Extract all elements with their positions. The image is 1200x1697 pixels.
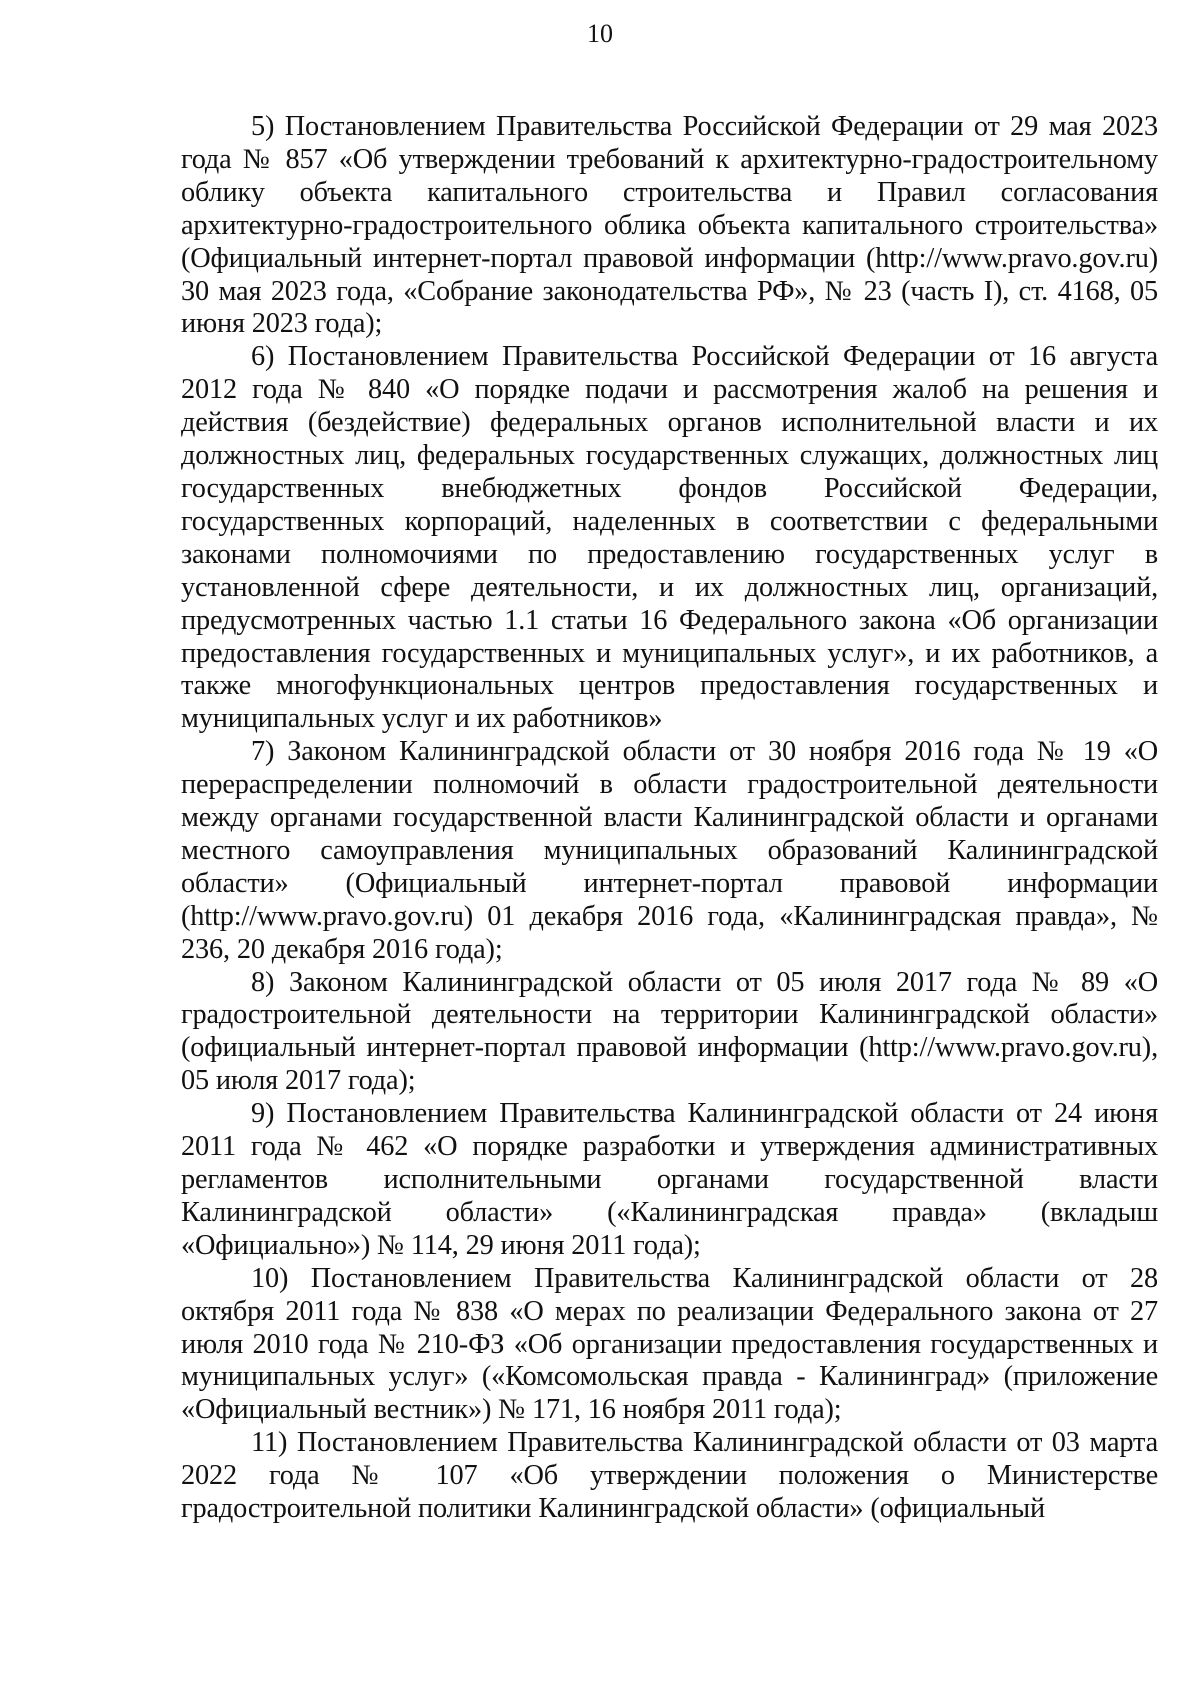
document-body (181, 111, 1158, 1526)
list-item-5: 5) Постановлением Правительства Российской Федерации от 29 мая 2023 года № 857 «Об утверждении требований к архитектурно-градостроительному облику объекта капитального строительства и Правил согласования архитектурно-градостроительного облика объекта капитального строительства» (Официальный интернет-портал правовой информации (http://www.pravo.gov.ru) 30 мая 2023 года, «Собрание законодательства РФ», № 23 (часть I), ст. 4168, 05 июня 2023 года); (181, 111, 1158, 340)
list-item-10: 10) Постановлением Правительства Калининградской области от 28 октября 2011 года № 838 «О мерах по реализации Федерального закона от 27 июля 2010 года № 210-ФЗ «Об организации предоставления государственных и муниципальных услуг» («Комсомольская правда - Калининград» (приложение «Официальный вестник») № 171, 16 ноября 2011 года); (181, 1262, 1158, 1426)
page-number: 10 (587, 19, 613, 48)
list-item-8: 8) Законом Калининградской области от 05 июля 2017 года № 89 «О градостроительной деятельности на территории Калининградской области» (официальный интернет-портал правовой информации (http://www.pravo.gov.ru), 05 июля 2017 года); (181, 966, 1158, 1097)
list-item-11: 11) Постановлением Правительства Калининградской области от 03 марта 2022 года № 107 «Об утверждении положения о Министерстве градостроительной политики Калининградской области» (официальный (181, 1427, 1158, 1525)
list-item-6: 6) Постановлением Правительства Российской Федерации от 16 августа 2012 года № 840 «О порядке подачи и рассмотрения жалоб на решения и действия (бездействие) федеральных органов исполнительной власти и их должностных лиц, федеральных государственных служащих, должностных лиц государственных внебюджетных фондов Российской Федерации, государственных корпораций, наделенных в соответствии с федеральными законами полномочиями по предоставлению государственных услуг в установленной сфере деятельности, и их должностных лиц, организаций, предусмотренных частью 1.1 статьи 16 Федерального закона «Об организации предоставления государственных и муниципальных услуг», и их работников, а также многофункциональных центров предоставления государственных и муниципальных услуг и их работников» (181, 341, 1158, 735)
list-item-7: 7) Законом Калининградской области от 30 ноября 2016 года № 19 «О перераспределении полномочий в области градостроительной деятельности между органами государственной власти Калининградской области и органами местного самоуправления муниципальных образований Калининградской области» (Официальный интернет-портал правовой информации (http://www.pravo.gov.ru) 01 декабря 2016 года, «Калининградская правда», № 236, 20 декабря 2016 года); (181, 736, 1158, 965)
list-item-9: 9) Постановлением Правительства Калининградской области от 24 июня 2011 года № 462 «О порядке разработки и утверждения административных регламентов исполнительными органами государственной власти Калининградской области» («Калининградская правда» (вкладыш «Официально») № 114, 29 июня 2011 года); (181, 1098, 1158, 1261)
